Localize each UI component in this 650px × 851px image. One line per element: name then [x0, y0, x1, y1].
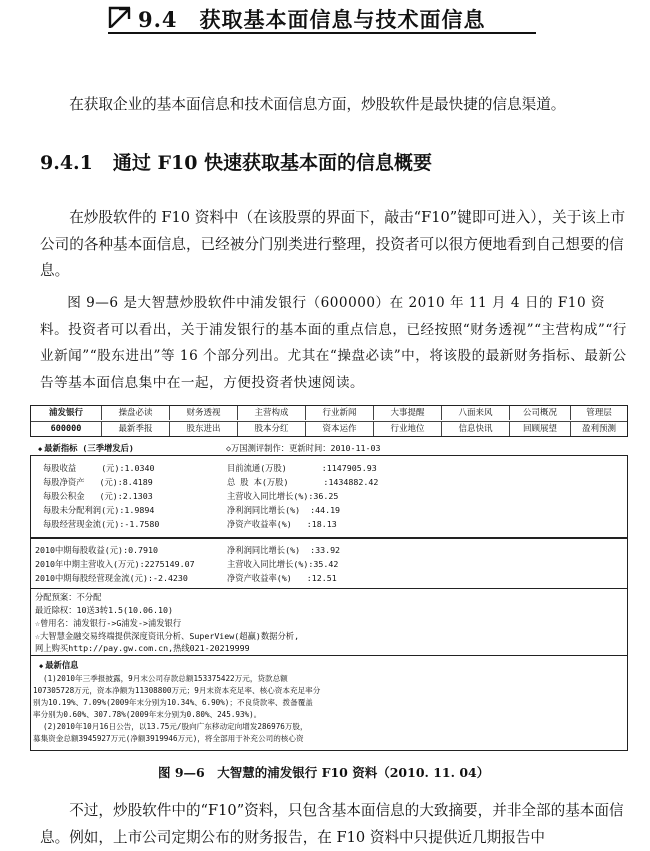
paragraph-2: 图 9—6 是大智慧炒股软件中浦发银行（600000）在 2010 年 11 月 4 日的 F10 资料。投资者可以看出，关于浦发银行的基本面的重点信息，已经按照“财务透视”“主营构成”“行业新闻”“股东进出”等 16 个部分列出。尤其在“操盘必读”中，将该股的最新财务指标、最新公告等基本面信息集中在一起，方便投资者快速阅读。 [40, 295, 627, 391]
info-line: 网上购买http://pay.gw.com.cn,热线021-20219999 [35, 643, 250, 653]
metric-row: 每股净资产 (元):8.4189 [43, 477, 153, 487]
arrow-mark-icon [108, 2, 134, 30]
info-line: ☆曾用名：浦发银行->G浦发->浦发银行 [35, 618, 182, 628]
subsection-heading: 9.4.1 通过 F10 快速获取基本面的信息概要 [40, 152, 433, 174]
news-line: (2)2010年10月16日公告，以13.75元/股向广东移动定向增发286976万股， [43, 722, 308, 731]
news-line: 107305728万元，资本净额为11308800万元；9月末资本充足率、核心资本充足率分 [33, 686, 321, 695]
tab-views[interactable]: 八面来风 [442, 406, 510, 420]
f10-tab-bar [30, 405, 628, 437]
midyear-row: 净资产收益率(%) :12.51 [227, 573, 337, 583]
diamond-bullet-icon: ◆ [38, 445, 43, 453]
tab-company-profile[interactable]: 公司概况 [510, 406, 571, 420]
tab-stock-name[interactable]: 浦发银行 [31, 406, 102, 420]
tab-management[interactable]: 管理层 [586, 408, 612, 418]
tab-trading-guide[interactable]: 操盘必读 [102, 406, 170, 420]
metric-row: 净资产收益率(%) :18.13 [227, 519, 337, 529]
midyear-row: 2010中期每股收益(元):0.7910 [35, 545, 159, 555]
tab-profit-forecast[interactable]: 盈利预测 [571, 421, 627, 436]
figure-caption: 图 9—6 大智慧的浦发银行 F10 资料（2010. 11. 04） [158, 765, 490, 780]
midyear-row: 2010中期每股经营现金流(元):-2.4230 [35, 573, 188, 583]
tab-business-composition[interactable]: 主营构成 [238, 406, 306, 420]
paragraph-1: 在炒股软件的 F10 资料中（在该股票的界面下，敲击“F10”键即可进入），关于该上市公司的各种基本面信息，已经被分门别类进行整理，投资者可以很方便地看到自己想要的信息。 [40, 209, 626, 279]
tab-events[interactable]: 大事提醒 [374, 406, 442, 420]
news-line: 别为10.19%、7.09%(2009年末分别为10.34%、6.90%)；不良贷款率、拨备覆盖 [33, 698, 313, 707]
diamond-bullet-icon: ◆ [39, 662, 44, 670]
news-line: 率分别为0.60%、307.78%(2009年末分别为0.80%、245.93%)。 [33, 710, 262, 719]
intro-paragraph: 在获取企业的基本面信息和技术面信息方面，炒股软件是最快捷的信息渠道。 [69, 96, 566, 113]
metric-row: 目前流通(万股) :1147905.93 [227, 463, 377, 473]
info-line: 最近除权：10送3转1.5(10.06.10) [35, 605, 174, 615]
metric-row: 总 股 本(万股) :1434882.42 [227, 477, 379, 487]
info-box [30, 587, 628, 656]
news-title: ◆ 最新信息 [39, 660, 79, 670]
metric-row: 每股公积金 (元):2.1303 [43, 491, 153, 501]
metric-row: 每股经营现金流(元):-1.7580 [43, 519, 160, 529]
tab-shareholders[interactable]: 股东进出 [170, 421, 238, 436]
info-line: ☆大智慧金融交易终端提供深度资讯分析、SuperView(超赢)数据分析, [35, 631, 300, 641]
midyear-row: 2010年中期主营收入(万元):2275149.07 [35, 559, 195, 569]
news-line: 募集资金总额3945927万元(净额3919946万元)，将全部用于补充公司的核心资 [33, 734, 304, 743]
tab-capital-ops[interactable]: 资本运作 [306, 421, 374, 436]
metrics-box [30, 455, 628, 539]
update-time: ◇万国测评制作：更新时间：2010-11-03 [226, 443, 381, 453]
f10-screenshot-figure [30, 405, 626, 750]
news-box [30, 655, 628, 751]
tab-industry-position[interactable]: 行业地位 [374, 421, 442, 436]
metric-row: 每股收益 (元):1.0340 [43, 463, 155, 473]
news-line: (1)2010年三季报披露，9月末公司存款总额153375422万元，贷款总额 [43, 674, 288, 683]
tab-financial[interactable]: 财务透视 [170, 406, 238, 420]
tab-news-flash[interactable]: 信息快讯 [442, 421, 510, 436]
final-paragraph: 不过，炒股软件中的“F10”资料，只包含基本面信息的大致摘要，并非全部的基本面信息。例如，上市公司定期公布的财务报告，在 F10 资料中只提供近几期报告中 [40, 802, 624, 846]
midyear-row: 净利润同比增长(%) :33.92 [227, 545, 341, 555]
midyear-box [30, 537, 628, 589]
info-line: 分配预案：不分配 [35, 592, 102, 602]
section-title: 9.4 获取基本面信息与技术面信息 [138, 7, 486, 32]
tab-outlook[interactable]: 回顾展望 [510, 421, 571, 436]
metric-row: 每股未分配利润(元):1.9894 [43, 505, 155, 515]
metric-row: 净利润同比增长(%) :44.19 [227, 505, 341, 515]
section-heading [108, 2, 536, 34]
latest-metrics-header: ◆ 最新指标 (三季增发后) [38, 443, 134, 453]
tab-latest-quarterly[interactable]: 最新季报 [102, 421, 170, 436]
tab-dividends[interactable]: 股本分红 [238, 421, 306, 436]
metric-row: 主营收入同比增长(%):36.25 [227, 491, 339, 501]
tab-industry-news[interactable]: 行业新闻 [306, 406, 374, 420]
tab-stock-code[interactable]: 600000 [31, 421, 102, 436]
midyear-row: 主营收入同比增长(%):35.42 [227, 559, 339, 569]
